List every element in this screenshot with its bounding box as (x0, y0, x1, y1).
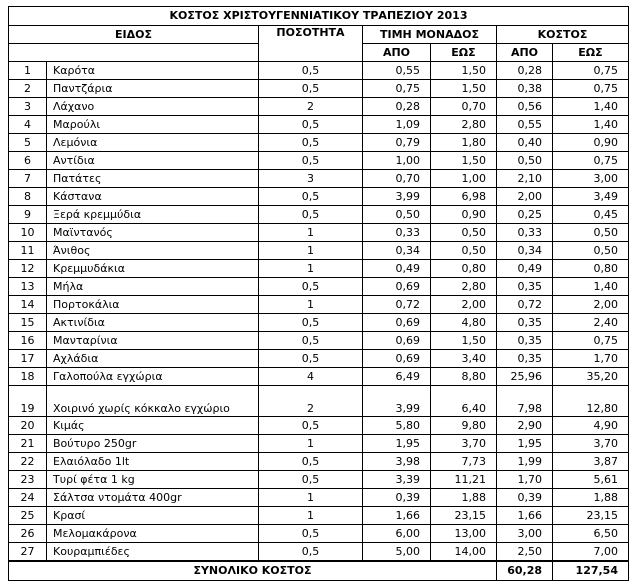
row-number: 26 (9, 525, 47, 543)
table-row (9, 507, 629, 525)
cost-from: 2,50 (497, 543, 553, 562)
unit-price-from: 5,00 (363, 543, 431, 562)
quantity-value: 0,5 (259, 62, 363, 80)
unit-price-to: 2,80 (431, 278, 497, 296)
unit-price-from: 0,69 (363, 314, 431, 332)
table-row (9, 170, 629, 188)
table-row (9, 98, 629, 116)
table-row (9, 116, 629, 134)
cost-to: 12,80 (553, 386, 629, 417)
row-number: 2 (9, 80, 47, 98)
quantity-value: 1 (259, 507, 363, 525)
cost-to: 1,88 (553, 489, 629, 507)
quantity-value: 2 (259, 386, 363, 417)
row-number: 3 (9, 98, 47, 116)
table-row (9, 224, 629, 242)
table-row (9, 417, 629, 435)
quantity-value: 3 (259, 170, 363, 188)
table-row (9, 134, 629, 152)
cost-to: 1,40 (553, 98, 629, 116)
row-number: 24 (9, 489, 47, 507)
unit-price-from: 0,72 (363, 296, 431, 314)
table-row (9, 543, 629, 562)
cost-from: 0,72 (497, 296, 553, 314)
quantity-value: 0,5 (259, 278, 363, 296)
table-row (9, 332, 629, 350)
cost-from: 0,39 (497, 489, 553, 507)
row-number: 20 (9, 417, 47, 435)
quantity-header: ΠΟΣΟΤΗΤΑ (259, 26, 363, 62)
row-number: 4 (9, 116, 47, 134)
quantity-value: 1 (259, 260, 363, 278)
unit-price-from: 1,09 (363, 116, 431, 134)
unit-price-to: 9,80 (431, 417, 497, 435)
table-row (9, 525, 629, 543)
quantity-value: 0,5 (259, 417, 363, 435)
cost-from: 0,35 (497, 314, 553, 332)
cost-to: 2,40 (553, 314, 629, 332)
total-from: 60,28 (497, 561, 553, 581)
table-row (9, 314, 629, 332)
quantity-value: 1 (259, 435, 363, 453)
table-row (9, 188, 629, 206)
cost-from: 0,38 (497, 80, 553, 98)
item-name: Τυρί φέτα 1 kg (47, 471, 259, 489)
unit-price-to: 8,80 (431, 368, 497, 386)
table-row (9, 62, 629, 80)
row-number: 13 (9, 278, 47, 296)
table-row (9, 242, 629, 260)
row-number: 17 (9, 350, 47, 368)
table-row (9, 471, 629, 489)
cost-from: 0,56 (497, 98, 553, 116)
unit-price-from: 0,70 (363, 170, 431, 188)
item-name: Πορτοκάλια (47, 296, 259, 314)
quantity-value: 0,5 (259, 80, 363, 98)
unit-price-from: 0,34 (363, 242, 431, 260)
quantity-value: 1 (259, 242, 363, 260)
table-row (9, 350, 629, 368)
unit-price-from: 6,49 (363, 368, 431, 386)
unit-price-to: 1,88 (431, 489, 497, 507)
quantity-value: 1 (259, 296, 363, 314)
item-header-blank (9, 44, 259, 62)
unit-price-to: 3,40 (431, 350, 497, 368)
unit-price-from: 0,28 (363, 98, 431, 116)
cost-from: 2,00 (497, 188, 553, 206)
cost-from: 1,66 (497, 507, 553, 525)
table-row (9, 435, 629, 453)
row-number: 21 (9, 435, 47, 453)
item-name: Χοιρινό χωρίς κόκκαλο εγχώριο (47, 386, 259, 417)
unit-price-from: 0,75 (363, 80, 431, 98)
table-row (9, 489, 629, 507)
title-row (9, 7, 629, 26)
cost-from: 0,28 (497, 62, 553, 80)
cost-from: 1,95 (497, 435, 553, 453)
quantity-value: 0,5 (259, 152, 363, 170)
unit-price-from: 1,66 (363, 507, 431, 525)
unit-price-to: 4,80 (431, 314, 497, 332)
item-name: Αντίδια (47, 152, 259, 170)
cost-to: 0,75 (553, 62, 629, 80)
item-name: Ελαιόλαδο 1lt (47, 453, 259, 471)
unit-price-to: 1,50 (431, 62, 497, 80)
unit-price-to: 0,70 (431, 98, 497, 116)
row-number: 5 (9, 134, 47, 152)
cost-to: 3,00 (553, 170, 629, 188)
row-number: 23 (9, 471, 47, 489)
row-number: 1 (9, 62, 47, 80)
item-name: Αχλάδια (47, 350, 259, 368)
unit-price-from: 1,00 (363, 152, 431, 170)
unit-price-to: 1,50 (431, 152, 497, 170)
item-name: Κρεμμυδάκια (47, 260, 259, 278)
item-name: Καρότα (47, 62, 259, 80)
table-row (9, 368, 629, 386)
row-number: 18 (9, 368, 47, 386)
cost-from: 0,25 (497, 206, 553, 224)
price-to-header: ΕΩΣ (431, 44, 497, 62)
item-name: Λεμόνια (47, 134, 259, 152)
row-number: 6 (9, 152, 47, 170)
row-number: 27 (9, 543, 47, 562)
cost-to: 3,87 (553, 453, 629, 471)
unit-price-from: 0,39 (363, 489, 431, 507)
cost-from: 0,35 (497, 278, 553, 296)
row-number: 12 (9, 260, 47, 278)
cost-to: 7,00 (553, 543, 629, 562)
item-name: Κάστανα (47, 188, 259, 206)
row-number: 7 (9, 170, 47, 188)
total-label: ΣΥΝΟΛΙΚΟ ΚΟΣΤΟΣ (9, 561, 497, 581)
quantity-value: 0,5 (259, 453, 363, 471)
cost-to: 6,50 (553, 525, 629, 543)
cost-to: 2,00 (553, 296, 629, 314)
table-row (9, 80, 629, 98)
quantity-value: 0,5 (259, 350, 363, 368)
cost-header: ΚΟΣΤΟΣ (497, 26, 629, 44)
row-number: 16 (9, 332, 47, 350)
unit-price-from: 0,50 (363, 206, 431, 224)
cost-table (8, 6, 629, 581)
unit-price-from: 3,98 (363, 453, 431, 471)
cost-to: 3,70 (553, 435, 629, 453)
quantity-value: 4 (259, 368, 363, 386)
cost-from: 0,55 (497, 116, 553, 134)
unit-price-to: 0,50 (431, 224, 497, 242)
cost-from-header: ΑΠΟ (497, 44, 553, 62)
unit-price-from: 0,69 (363, 332, 431, 350)
item-name: Κρασί (47, 507, 259, 525)
unit-price-from: 0,69 (363, 350, 431, 368)
price-from-header: ΑΠΟ (363, 44, 431, 62)
row-number: 22 (9, 453, 47, 471)
table-row (9, 152, 629, 170)
unit-price-from: 3,99 (363, 188, 431, 206)
item-name: Μανταρίνια (47, 332, 259, 350)
cost-from: 0,50 (497, 152, 553, 170)
item-name: Ακτινίδια (47, 314, 259, 332)
table-row (9, 296, 629, 314)
unit-price-to: 11,21 (431, 471, 497, 489)
unit-price-to: 23,15 (431, 507, 497, 525)
cost-to: 0,50 (553, 242, 629, 260)
row-number: 19 (9, 386, 47, 417)
table-row (9, 260, 629, 278)
item-name: Μελομακάρονα (47, 525, 259, 543)
row-number: 8 (9, 188, 47, 206)
cost-to: 0,80 (553, 260, 629, 278)
unit-price-to: 1,50 (431, 332, 497, 350)
quantity-value: 0,5 (259, 332, 363, 350)
cost-to: 0,75 (553, 332, 629, 350)
unit-price-to: 13,00 (431, 525, 497, 543)
row-number: 11 (9, 242, 47, 260)
unit-price-to: 14,00 (431, 543, 497, 562)
unit-price-header: ΤΙΜΗ ΜΟΝΑΔΟΣ (363, 26, 497, 44)
unit-price-to: 3,70 (431, 435, 497, 453)
table-row (9, 453, 629, 471)
cost-from: 2,90 (497, 417, 553, 435)
unit-price-from: 5,80 (363, 417, 431, 435)
unit-price-to: 1,80 (431, 134, 497, 152)
item-name: Πατάτες (47, 170, 259, 188)
item-name: Βούτυρο 250gr (47, 435, 259, 453)
cost-from: 7,98 (497, 386, 553, 417)
cost-from: 0,34 (497, 242, 553, 260)
cost-from: 0,33 (497, 224, 553, 242)
row-number: 14 (9, 296, 47, 314)
row-number: 15 (9, 314, 47, 332)
unit-price-from: 0,55 (363, 62, 431, 80)
unit-price-from: 3,99 (363, 386, 431, 417)
cost-from: 0,35 (497, 332, 553, 350)
cost-from: 0,40 (497, 134, 553, 152)
unit-price-to: 0,80 (431, 260, 497, 278)
unit-price-to: 2,00 (431, 296, 497, 314)
cost-to: 1,40 (553, 116, 629, 134)
item-name: Άνιθος (47, 242, 259, 260)
cost-to-header: ΕΩΣ (553, 44, 629, 62)
unit-price-to: 6,98 (431, 188, 497, 206)
cost-to: 5,61 (553, 471, 629, 489)
item-name: Ξερά κρεμμύδια (47, 206, 259, 224)
unit-price-from: 0,33 (363, 224, 431, 242)
unit-price-from: 0,79 (363, 134, 431, 152)
unit-price-from: 0,49 (363, 260, 431, 278)
cost-to: 0,50 (553, 224, 629, 242)
quantity-value: 0,5 (259, 471, 363, 489)
cost-from: 1,70 (497, 471, 553, 489)
table-row (9, 278, 629, 296)
cost-from: 0,35 (497, 350, 553, 368)
unit-price-to: 1,00 (431, 170, 497, 188)
item-name: Σάλτσα ντομάτα 400gr (47, 489, 259, 507)
row-number: 25 (9, 507, 47, 525)
cost-to: 1,40 (553, 278, 629, 296)
quantity-value: 0,5 (259, 188, 363, 206)
quantity-value: 0,5 (259, 525, 363, 543)
cost-from: 2,10 (497, 170, 553, 188)
cost-to: 0,75 (553, 80, 629, 98)
quantity-value: 0,5 (259, 116, 363, 134)
unit-price-from: 6,00 (363, 525, 431, 543)
cost-to: 23,15 (553, 507, 629, 525)
item-name: Μήλα (47, 278, 259, 296)
table-row (9, 386, 629, 417)
unit-price-to: 6,40 (431, 386, 497, 417)
total-row (9, 561, 629, 581)
cost-to: 3,49 (553, 188, 629, 206)
row-number: 9 (9, 206, 47, 224)
cost-to: 4,90 (553, 417, 629, 435)
table-title: ΚΟΣΤΟΣ ΧΡΙΣΤΟΥΓΕΝΝΙΑΤΙΚΟΥ ΤΡΑΠΕΖΙΟΥ 2013 (9, 7, 629, 26)
cost-to: 35,20 (553, 368, 629, 386)
unit-price-to: 7,73 (431, 453, 497, 471)
cost-from: 1,99 (497, 453, 553, 471)
quantity-value: 0,5 (259, 314, 363, 332)
header-row (9, 26, 629, 44)
cost-sheet (8, 6, 629, 581)
item-name: Κιμάς (47, 417, 259, 435)
unit-price-to: 2,80 (431, 116, 497, 134)
cost-from: 0,49 (497, 260, 553, 278)
quantity-value: 1 (259, 224, 363, 242)
item-name: Μαϊντανός (47, 224, 259, 242)
table-row (9, 206, 629, 224)
cost-from: 25,96 (497, 368, 553, 386)
item-name: Κουραμπιέδες (47, 543, 259, 562)
item-name: Παντζάρια (47, 80, 259, 98)
unit-price-to: 0,50 (431, 242, 497, 260)
item-name: Λάχανο (47, 98, 259, 116)
cost-to: 1,70 (553, 350, 629, 368)
quantity-value: 0,5 (259, 206, 363, 224)
quantity-value: 0,5 (259, 543, 363, 562)
unit-price-to: 1,50 (431, 80, 497, 98)
quantity-value: 0,5 (259, 134, 363, 152)
quantity-value: 2 (259, 98, 363, 116)
cost-to: 0,90 (553, 134, 629, 152)
total-to: 127,54 (553, 561, 629, 581)
unit-price-to: 0,90 (431, 206, 497, 224)
item-name: Γαλοπούλα εγχώρια (47, 368, 259, 386)
item-header: ΕΙΔΟΣ (9, 26, 259, 44)
row-number: 10 (9, 224, 47, 242)
unit-price-from: 0,69 (363, 278, 431, 296)
quantity-value: 1 (259, 489, 363, 507)
cost-from: 3,00 (497, 525, 553, 543)
cost-to: 0,45 (553, 206, 629, 224)
unit-price-from: 1,95 (363, 435, 431, 453)
unit-price-from: 3,39 (363, 471, 431, 489)
cost-to: 0,75 (553, 152, 629, 170)
item-name: Μαρούλι (47, 116, 259, 134)
